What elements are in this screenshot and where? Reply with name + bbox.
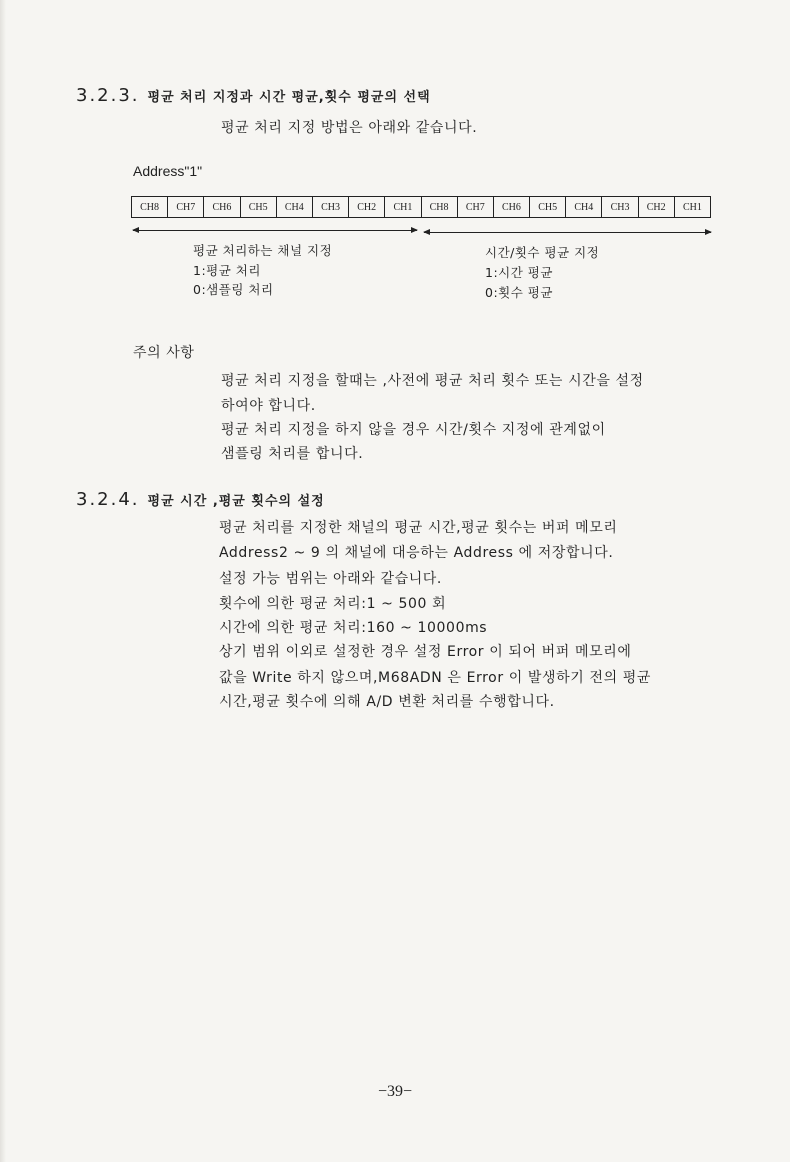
left-group-line2: 0:샘플링 처리 <box>193 282 274 297</box>
section-324-line: 평균 처리를 지정한 채널의 평균 시간,평균 횟수는 버퍼 메모리 <box>219 520 618 536</box>
channel-cell: CH1 <box>385 197 421 217</box>
section-324-line: Address2 ~ 9 의 채널에 대응하는 Address 에 저장합니다. <box>219 545 614 561</box>
right-group-line2: 0:횟수 평균 <box>485 285 553 300</box>
section-323-heading <box>76 85 431 106</box>
channel-cell: CH8 <box>132 197 168 217</box>
address-label: Address"1" <box>133 163 203 179</box>
notice-line: 샘플링 처리를 합니다. <box>221 446 364 462</box>
section-324-line: 값을 Write 하지 않으며,M68ADN 은 Error 이 발생하기 전의 평균 <box>219 670 652 686</box>
left-group-line1: 1:평균 처리 <box>193 263 261 278</box>
section-323-intro: 평균 처리 지정 방법은 아래와 같습니다. <box>221 120 478 136</box>
channel-cell: CH7 <box>458 197 494 217</box>
section-324-title: 평균 시간 ,평균 횟수의 설정 <box>147 494 325 509</box>
notice-line: 하여야 합니다. <box>221 398 316 414</box>
channel-cell: CH2 <box>639 197 675 217</box>
channel-cell: CH5 <box>530 197 566 217</box>
channel-cell: CH1 <box>682 201 702 213</box>
notice-line: 평균 처리 지정을 하지 않을 경우 시간/횟수 지정에 관계없이 <box>221 422 606 438</box>
section-324-number: 3.2.4. <box>76 489 140 510</box>
section-324-line: 시간,평균 횟수에 의해 A/D 변환 처리를 수행합니다. <box>219 694 555 710</box>
notice-label: 주의 사항 <box>133 345 195 361</box>
page-number: −39− <box>377 1083 413 1100</box>
section-324-line: 횟수에 의한 평균 처리:1 ~ 500 회 <box>219 596 447 612</box>
left-group-title: 평균 처리하는 채널 지정 <box>193 243 333 258</box>
channel-cell: CH5 <box>241 197 277 217</box>
section-324-heading <box>76 489 325 510</box>
page-edge-shadow <box>0 0 6 1162</box>
section-323-title: 평균 처리 지정과 시간 평균,횟수 평균의 선택 <box>147 90 431 105</box>
section-324-line: 상기 범위 이외로 설정한 경우 설정 Error 이 되어 버퍼 메모리에 <box>219 644 632 660</box>
channel-cell: CH6 <box>204 197 240 217</box>
channel-cell: CH3 <box>313 197 349 217</box>
channel-cell: CH3 <box>602 197 638 217</box>
channel-cell: CH4 <box>277 197 313 217</box>
channel-cell: CH2 <box>349 197 385 217</box>
right-group-line1: 1:시간 평균 <box>485 265 553 280</box>
channel-bit-table <box>131 196 711 218</box>
right-group-title: 시간/횟수 평균 지정 <box>485 245 600 260</box>
left-span-arrow <box>133 230 417 231</box>
right-span-arrow <box>424 232 711 233</box>
channel-cell: CH4 <box>566 197 602 217</box>
channel-cell: CH8 <box>422 197 458 217</box>
channel-cell: CH6 <box>494 197 530 217</box>
section-324-line: 시간에 의한 평균 처리:160 ~ 10000ms <box>219 620 488 636</box>
section-324-line: 설정 가능 범위는 아래와 같습니다. <box>219 571 442 587</box>
channel-cell: CH7 <box>168 197 204 217</box>
notice-line: 평균 처리 지정을 할때는 ,사전에 평균 처리 횟수 또는 시간을 설정 <box>221 373 644 389</box>
section-323-number: 3.2.3. <box>76 85 140 106</box>
